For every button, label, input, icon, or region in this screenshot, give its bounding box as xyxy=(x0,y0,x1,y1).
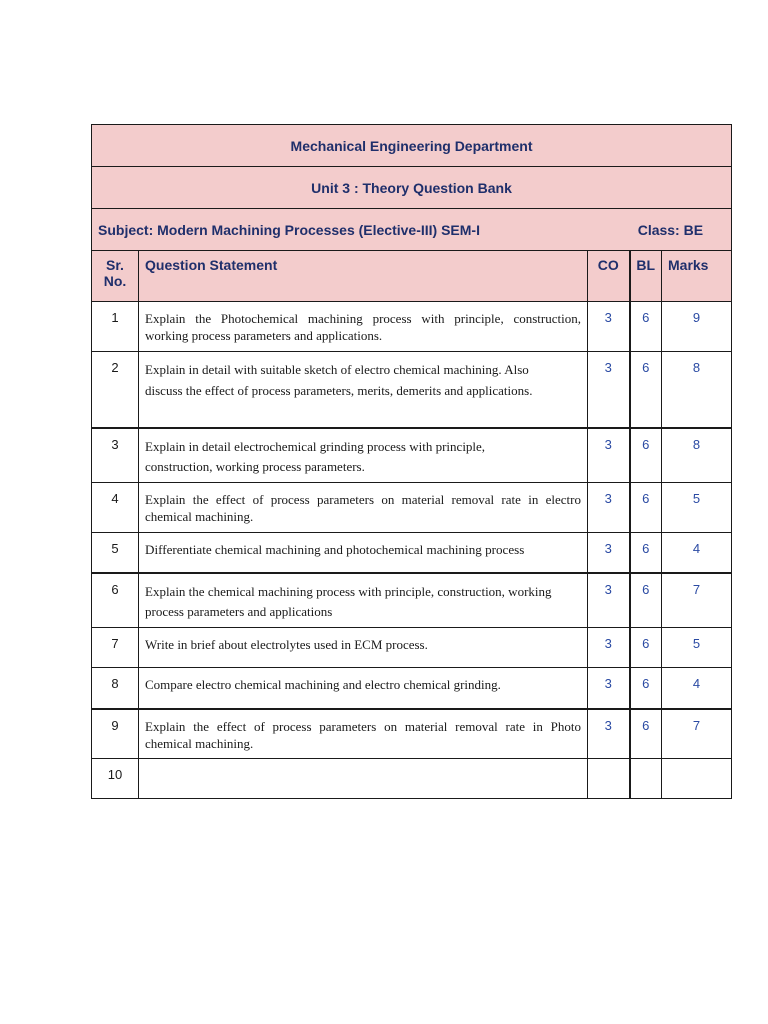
question-text: Explain the chemical machining process with principle, construction, working process parameters and applications xyxy=(139,573,588,628)
department-row xyxy=(92,125,732,167)
co-value: 3 xyxy=(588,428,630,483)
co-value xyxy=(588,759,630,799)
question-text: Write in brief about electrolytes used in ECM process. xyxy=(139,628,588,668)
table-row xyxy=(92,428,732,483)
sr-no: 6 xyxy=(92,573,139,628)
table-row xyxy=(92,709,732,759)
unit-row xyxy=(92,167,732,209)
bl-value: 6 xyxy=(630,483,662,533)
bl-header: BL xyxy=(630,251,662,302)
marks-header: Marks xyxy=(662,251,732,302)
sr-no: 8 xyxy=(92,668,139,709)
sr-no: 2 xyxy=(92,352,139,428)
class-label: Class: BE xyxy=(637,221,704,238)
marks-value: 5 xyxy=(662,483,732,533)
marks-value: 7 xyxy=(662,573,732,628)
table-row xyxy=(92,302,732,352)
marks-value: 5 xyxy=(662,628,732,668)
sr-no: 5 xyxy=(92,533,139,573)
sr-no-header: Sr. No. xyxy=(92,251,139,302)
bl-value: 6 xyxy=(630,668,662,709)
question-text: Compare electro chemical machining and electro chemical grinding. xyxy=(139,668,588,709)
sr-no: 10 xyxy=(92,759,139,799)
table-row xyxy=(92,483,732,533)
question-bank-table xyxy=(91,124,732,799)
co-value: 3 xyxy=(588,709,630,759)
co-value: 3 xyxy=(588,668,630,709)
marks-value: 9 xyxy=(662,302,732,352)
unit-title: Unit 3 : Theory Question Bank xyxy=(92,167,732,209)
co-header: CO xyxy=(588,251,630,302)
table-row xyxy=(92,628,732,668)
table-row xyxy=(92,668,732,709)
bl-value: 6 xyxy=(630,428,662,483)
bl-value: 6 xyxy=(630,709,662,759)
co-value: 3 xyxy=(588,302,630,352)
question-text: Explain the effect of process parameters on material removal rate in electro chemical machining. xyxy=(139,483,588,533)
sr-no: 1 xyxy=(92,302,139,352)
marks-value: 4 xyxy=(662,533,732,573)
sr-no: 3 xyxy=(92,428,139,483)
subject-row xyxy=(92,209,732,251)
bl-value: 6 xyxy=(630,573,662,628)
question-text: Explain in detail electrochemical grinding process with principle, construction, working process parameters. xyxy=(139,428,588,483)
question-text: Explain the effect of process parameters on material removal rate in Photo chemical machining. xyxy=(139,709,588,759)
question-text: Differentiate chemical machining and photochemical machining process xyxy=(139,533,588,573)
question-bank-sheet xyxy=(91,124,731,799)
sr-no: 9 xyxy=(92,709,139,759)
bl-value: 6 xyxy=(630,533,662,573)
bl-value: 6 xyxy=(630,628,662,668)
department-title: Mechanical Engineering Department xyxy=(92,125,732,167)
column-header-row xyxy=(92,251,732,302)
co-value: 3 xyxy=(588,628,630,668)
marks-value xyxy=(662,759,732,799)
question-text: Explain in detail with suitable sketch of electro chemical machining. Also discuss the effect of process parameters, merits, demerits and applications. xyxy=(139,352,588,428)
table-row xyxy=(92,352,732,428)
question-text: Explain the Photochemical machining process with principle, construction, working process parameters and applications. xyxy=(139,302,588,352)
bl-value: 6 xyxy=(630,352,662,428)
marks-value: 4 xyxy=(662,668,732,709)
co-value: 3 xyxy=(588,533,630,573)
question-statement-header: Question Statement xyxy=(139,251,588,302)
table-row xyxy=(92,573,732,628)
marks-value: 7 xyxy=(662,709,732,759)
marks-value: 8 xyxy=(662,352,732,428)
sr-no: 4 xyxy=(92,483,139,533)
bl-value xyxy=(630,759,662,799)
subject-label: Subject: Modern Machining Processes (Elective-III) SEM-I xyxy=(98,221,480,238)
question-text xyxy=(139,759,588,799)
co-value: 3 xyxy=(588,352,630,428)
sr-no: 7 xyxy=(92,628,139,668)
table-row xyxy=(92,759,732,799)
co-value: 3 xyxy=(588,483,630,533)
marks-value: 8 xyxy=(662,428,732,483)
bl-value: 6 xyxy=(630,302,662,352)
table-row xyxy=(92,533,732,573)
co-value: 3 xyxy=(588,573,630,628)
